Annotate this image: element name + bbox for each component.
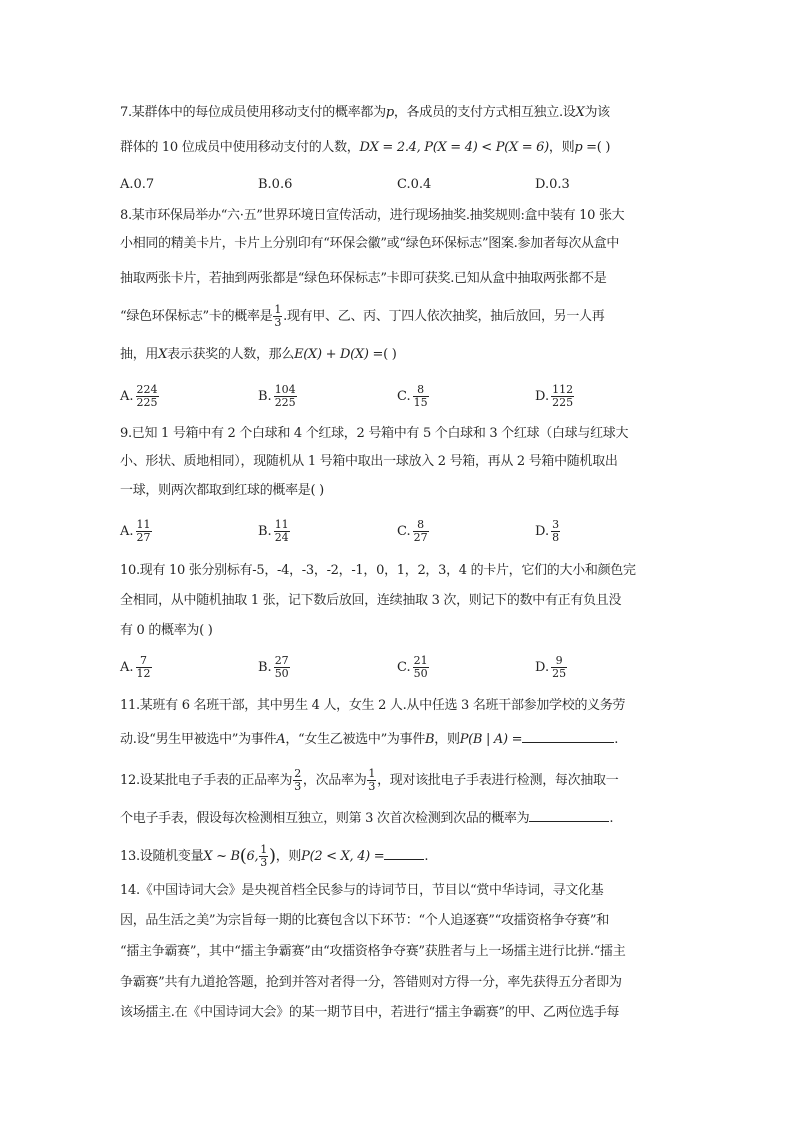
q13-paren-open: ( [239, 845, 247, 867]
q10-line3: 有 0 的概率为( ) [120, 623, 213, 638]
q12-answer-blank[interactable] [529, 820, 609, 822]
q7-option-c: C.0.4 [397, 176, 432, 192]
q9-option-c-fraction: $\frac{8}{27}$ [413, 517, 428, 544]
q7-option-b: B.0.6 [258, 176, 293, 192]
q8-option-a: A. $\frac{224}{225}$ [120, 382, 158, 409]
q10-option-b: B. $\frac{27}{50}$ [258, 653, 289, 680]
q9-option-d-fraction: $\frac{3}{8}$ [552, 517, 560, 544]
q10-line1: 10.现有 10 张分别标有-5，-4，-3，-2，-1，0，1，2，3，4 的卡片，它们的大小和颜色完 [120, 563, 636, 578]
q10-line2: 全相同，从中随机抽取 1 张，记下数后放回，连续抽取 3 次，则记下的数中有正有负且没 [120, 593, 622, 608]
q13-paren-close: ) [269, 845, 276, 867]
q7-options [120, 168, 680, 200]
q9-line3: 一球，则两次都取到红球的概率是( ) [120, 483, 324, 498]
q10-option-d-fraction: $\frac{9}{25}$ [552, 653, 567, 680]
q9-option-a: A. $\frac{11}{27}$ [120, 517, 151, 544]
q9-line1: 9.已知 1 号箱中有 2 个白球和 4 个红球，2 号箱中有 5 个白球和 3 个红球（白球与红球大 [120, 426, 629, 441]
q8-option-d-fraction: $\frac{112}{225}$ [552, 382, 574, 409]
q8-option-d: D. $\frac{112}{225}$ [535, 382, 574, 409]
q12-line1: 12.设某批电子手表的正品率为 $\frac{2}{3}$ ，次品率为 $\frac{1}{3}$ ，现对该批电子手表进行检测，每次抽取一 [120, 767, 619, 793]
q8-option-c: C. $\frac{8}{15}$ [397, 382, 428, 409]
q8-line3: 抽取两张卡片，若抽到两张都是“绿色环保标志”卡即可获奖.已知从盒中抽取两张都不是 [120, 271, 607, 286]
q7-line2: 群体的 10 位成员中使用移动支付的人数，DX = 2.4, P(X = 4) < P(X = 6)，则p =( ) [120, 140, 611, 155]
q7-option-a: A.0.7 [120, 176, 155, 192]
q8-fraction: $\frac{1}{3}$ [274, 303, 282, 329]
q8-option-b: B. $\frac{104}{225}$ [258, 382, 296, 409]
q11-line1: 11.某班有 6 名班干部，其中男生 4 人，女生 2 人.从中任选 3 名班干部参加学校的义务劳 [120, 698, 626, 713]
q9-option-c: C. $\frac{8}{27}$ [397, 517, 428, 544]
q8-option-c-fraction: $\frac{8}{15}$ [413, 382, 428, 409]
q13-line1: 13.设随机变量X ~ B(6, $\frac{1}{3}$ )，则P(2 < X, 4) = . [120, 843, 429, 869]
q10-option-a: A. $\frac{7}{12}$ [120, 653, 151, 680]
q7-line1: 7.某群体中的每位成员使用移动支付的概率都为p，各成员的支付方式相互独立.设X为该 [120, 105, 610, 120]
q9-options [120, 515, 680, 547]
q7-option-d: D.0.3 [535, 176, 570, 192]
q9-option-a-fraction: $\frac{11}{27}$ [136, 517, 151, 544]
q9-line2: 小、形状、质地相同），现随机从 1 号箱中取出一球放入 2 号箱，再从 2 号箱中随机取出 [120, 454, 618, 469]
q11-line2: 动.设“男生甲被选中”为事件A，“女生乙被选中”为事件B，则P(B | A) = . [120, 732, 619, 747]
q14-line4: 争霸赛”共有九道抢答题，抢到并答对者得一分，答错则对方得一分，率先获得五分者即为 [120, 975, 622, 990]
q10-option-c-fraction: $\frac{21}{50}$ [413, 653, 428, 680]
q9-option-b: B. $\frac{11}{24}$ [258, 517, 289, 544]
q12-fraction-bad: $\frac{1}{3}$ [368, 767, 376, 793]
q14-line3: “擂主争霸赛”，其中“擂主争霸赛”由“攻擂资格争夺赛”获胜者与上一场擂主进行比拼.“擂主 [120, 944, 626, 959]
q14-line2: 因，品生活之美”为宗旨每一期的比赛包含以下环节：“个人追逐赛”“攻擂资格争夺赛”和 [120, 913, 609, 928]
q8-options [120, 380, 680, 412]
q8-option-b-fraction: $\frac{104}{225}$ [274, 382, 296, 409]
q11-answer-blank[interactable] [522, 741, 614, 743]
q10-options [120, 651, 680, 683]
q12-fraction-good: $\frac{2}{3}$ [294, 767, 301, 793]
q8-line5: 抽，用X表示获奖的人数，那么E(X) + D(X) =( ) [120, 347, 397, 362]
q10-option-c: C. $\frac{21}{50}$ [397, 653, 428, 680]
q9-option-d: D. $\frac{3}{8}$ [535, 517, 560, 544]
q13-fraction: $\frac{1}{3}$ [260, 843, 267, 869]
q13-answer-blank[interactable] [384, 858, 424, 860]
q8-option-a-fraction: $\frac{224}{225}$ [136, 382, 158, 409]
q14-line5: 该场擂主.在《中国诗词大会》的某一期节目中，若进行“擂主争霸赛”的甲、乙两位选手每 [120, 1005, 620, 1020]
q8-line2: 小相同的精美卡片，卡片上分别印有“环保会徽”或“绿色环保标志”图案.参加者每次从盒中 [120, 236, 620, 251]
q10-option-d: D. $\frac{9}{25}$ [535, 653, 567, 680]
q10-option-a-fraction: $\frac{7}{12}$ [136, 653, 151, 680]
q8-line4: “绿色环保标志”卡的概率是 $\frac{1}{3}$ .现有甲、乙、丙、丁四人依次抽奖，抽后放回，另一人再 [120, 303, 605, 329]
q8-line1: 8.某市环保局举办“六·五”世界环境日宣传活动，进行现场抽奖.抽奖规则:盒中装有 10 张大 [120, 208, 625, 223]
q12-line2: 个电子手表，假设每次检测相互独立，则第 3 次首次检测到次品的概率为 . [120, 811, 614, 826]
q10-option-b-fraction: $\frac{27}{50}$ [274, 653, 289, 680]
q14-line1: 14.《中国诗词大会》是央视首档全民参与的诗词节日，节目以“赏中华诗词，寻文化基 [120, 883, 604, 898]
q9-option-b-fraction: $\frac{11}{24}$ [274, 517, 289, 544]
